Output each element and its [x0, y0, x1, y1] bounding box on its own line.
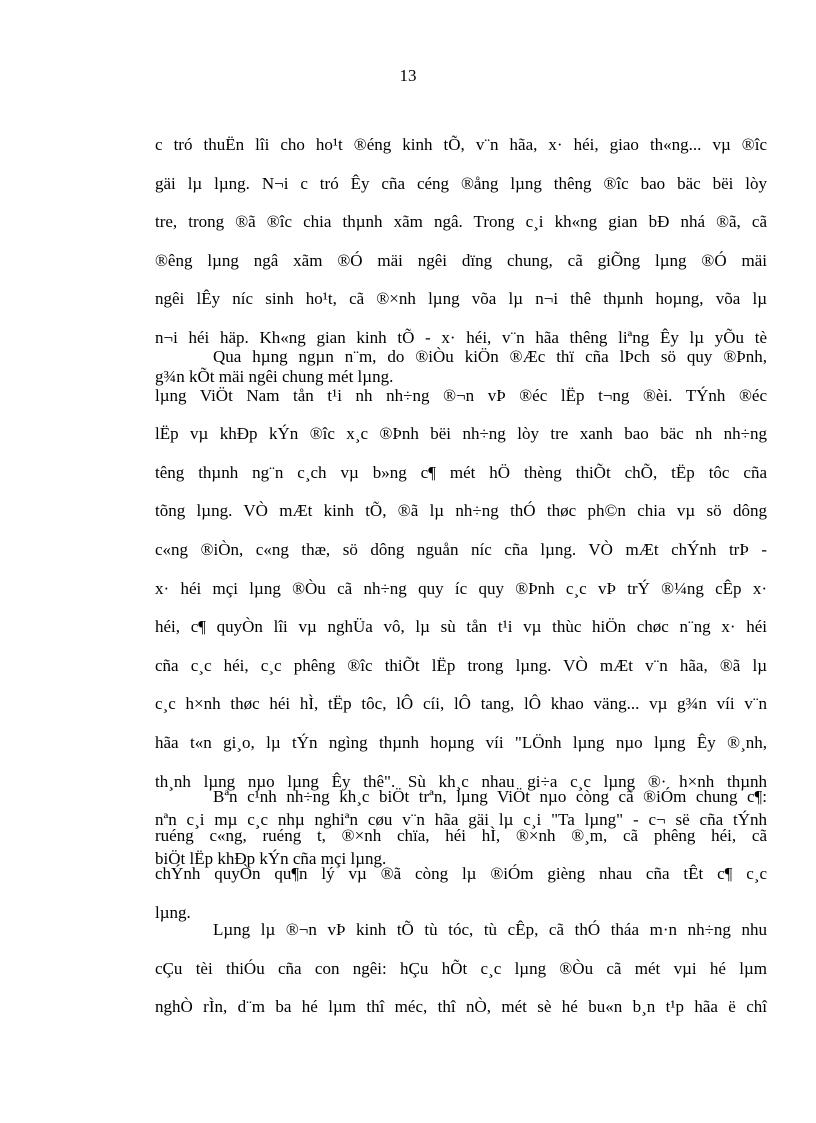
text-line: hãa t«n gi¸o, lµ tÝn ngìng thµnh hoµng víi "LÖnh lµng nµo lµng Êy ®¸nh,: [155, 732, 767, 752]
text-line: chÝnh quyÒn qu¶n lý vµ ®ã còng lµ ®iÓm gièng nhau cña tÊt c¶ c¸c: [155, 864, 767, 884]
text-line: Lµng lµ ®¬n vÞ kinh tÕ tù tóc, tù cÊp, cã thÓ tháa m·n nh÷ng nhu: [213, 920, 767, 939]
text-line: th¸nh lµng nµo lµng Êy thê". Sù kh¸c nhau gi÷a c¸c lµng ®· h×nh thµnh: [155, 771, 767, 791]
text-line: g¾n kÕt mäi ngêi chung mét lµng.: [155, 366, 394, 386]
text-line: nªn c¸i mµ c¸c nhµ nghiªn cøu v¨n hãa gäi lµ c¸i "Ta lµng" - c¬ së cña tÝnh: [155, 810, 767, 830]
paragraph-4: [155, 911, 767, 1027]
text-line: x· héi mçi lµng ®Òu cã nh÷ng quy íc quy ®Þnh c¸c vÞ trÝ ®¼ng cÊp x·: [155, 578, 767, 598]
text-line: lËp vµ khÐp kÝn ®îc x¸c ®Þnh bëi nh÷ng lòy tre xanh bao bäc nh nh÷ng: [155, 424, 767, 444]
text-line: ngêi lÊy níc sinh ho¹t, cã ®×nh lµng võa lµ n¬i thê thµnh hoµng, võa lµ: [155, 289, 767, 309]
text-line: cÇu tèi thiÓu cña con ngêi: hÇu hÕt c¸c lµng ®Òu cã mét vµi hé lµm: [155, 958, 767, 978]
text-line: c¸c h×nh thøc héi hÌ, tËp tôc, lÔ cíi, lÔ tang, lÔ khao väng... vµ g¾n víi v¨n: [155, 694, 767, 714]
text-line: ®êng lµng ngâ xãm ®Ó mäi ngêi dïng chung, cã giÕng lµng ®Ó mäi: [155, 250, 767, 270]
page-number: 13: [399, 66, 417, 85]
text-line: lµng ViÖt Nam tån t¹i nh nh÷ng ®¬n vÞ ®éc lËp t¬ng ®èi. TÝnh ®éc: [155, 385, 767, 405]
text-line: tõng lµng. VÒ mÆt kinh tÕ, ®ã lµ nh÷ng thÓ thøc ph©n chia vµ sö dông: [155, 501, 767, 521]
text-line: c tró thuËn lîi cho ho¹t ®éng kinh tÕ, v¨n hãa, x· héi, giao th«ng... vµ ®îc: [155, 135, 767, 154]
text-line: gäi lµ lµng. N¬i c tró Êy cña céng ®ång lµng thêng ®îc bao bäc bëi lòy: [155, 173, 767, 193]
text-line: c«ng ®iÒn, c«ng thæ, sö dông nguån níc cña lµng. VÒ mÆt chÝnh trÞ -: [155, 539, 767, 559]
text-line: Bªn c¹nh nh÷ng kh¸c biÖt trªn, lµng ViÖt nµo còng cã ®iÓm chung c¶:: [213, 787, 767, 806]
text-line: tre, trong ®ã ®îc chia thµnh xãm ngâ. Trong c¸i kh«ng gian bÐ nhá ®ã, cã: [155, 212, 767, 232]
text-line: lµng.: [155, 902, 191, 922]
text-line: têng thµnh ng¨n c¸ch vµ b»ng c¶ mét hÖ thèng thiÕt chÕ, tËp tôc cña: [155, 462, 767, 482]
text-line: ruéng c«ng, ruéng t, ®×nh chïa, héi hÌ, ®×nh ®¸m, cã phêng héi, cã: [155, 825, 767, 845]
paragraph-3: [155, 778, 767, 932]
text-line: nghÒ rÌn, d¨m ba hé lµm thî méc, thî nÒ, mét sè hé bu«n b¸n t¹p hãa ë chî: [155, 997, 767, 1017]
text-line: cña c¸c héi, c¸c phêng ®îc thiÕt lËp trong lµng. VÒ mÆt v¨n hãa, ®ã lµ: [155, 655, 767, 675]
text-line: héi, c¶ quyÒn lîi vµ nghÜa vô, lµ sù tån t¹i vµ thùc hiÖn chøc n¨ng x· héi: [155, 617, 767, 637]
text-line: Qua hµng ngµn n¨m, do ®iÒu kiÖn ®Æc thï cña lÞch sö quy ®Þnh,: [213, 347, 767, 366]
text-line: biÖt lËp khÐp kÝn cña mçi lµng.: [155, 848, 387, 868]
text-line: n¬i héi häp. Kh«ng gian kinh tÕ - x· héi, v¨n hãa thêng liªng Êy lµ yÕu tè: [155, 327, 767, 347]
